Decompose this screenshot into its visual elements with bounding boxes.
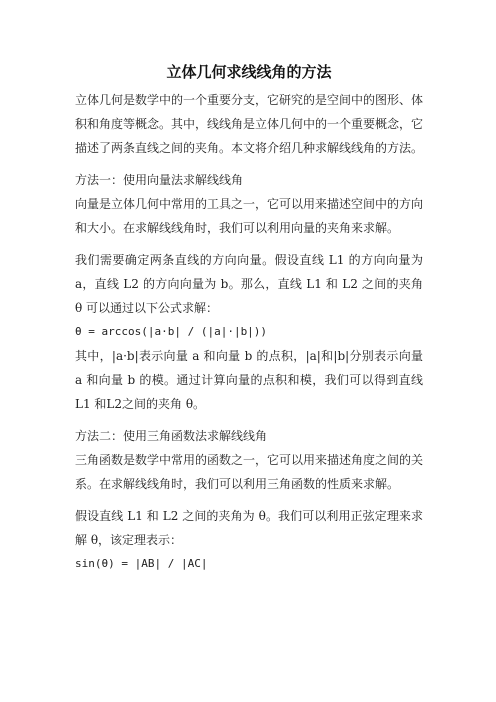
spacer	[75, 160, 423, 168]
document-title: 立体几何求线线角的方法	[166, 63, 332, 81]
method2-body-paragraph: 假设直线 L1 和 L2 之间的夹角为 θ。我们可以利用正弦定理来求解 θ，该定理表示：	[75, 509, 423, 547]
method2-heading: 方法二：使用三角函数法求解线线角	[75, 429, 268, 443]
method2-formula: sin(θ) = |AB| / |AC|	[75, 557, 208, 570]
method1-explain-paragraph: 其中，|a·b|表示向量 a 和向量 b 的点积，|a|和|b|分别表示向量 a 和向量 b 的模。通过计算向量的点积和模，我们可以得到直线 L1 和L2之间的夹角 θ。	[75, 349, 423, 411]
method1-heading: 方法一：使用向量法求解线线角	[75, 173, 244, 187]
method1-formula: θ = arccos(|a·b| / (|a|·|b|))	[75, 325, 268, 338]
method2-intro-paragraph: 三角函数是数学中常用的函数之一，它可以用来描述角度之间的关系。在求解线线角时，我们可以利用三角函数的性质来求解。	[75, 453, 424, 491]
intro-paragraph: 立体几何是数学中的一个重要分支，它研究的是空间中的图形、体积和角度等概念。其中，线线角是立体几何中的一个重要概念，它描述了两条直线之间的夹角。本文将介绍几种求解线线角的方法。	[75, 93, 424, 155]
spacer	[75, 240, 423, 248]
method1-body-paragraph: 我们需要确定两条直线的方向向量。假设直线 L1 的方向向量为 a，直线 L2 的方向向量为 b。那么，直线 L1 和 L2 之间的夹角 θ 可以通过以下公式求解：	[75, 253, 423, 315]
method1-intro-paragraph: 向量是立体几何中常用的工具之一，它可以用来描述空间中的方向和大小。在求解线线角时，我们可以利用向量的夹角来求解。	[75, 197, 424, 235]
document-page	[75, 60, 423, 576]
spacer	[75, 496, 423, 504]
spacer	[75, 416, 423, 424]
